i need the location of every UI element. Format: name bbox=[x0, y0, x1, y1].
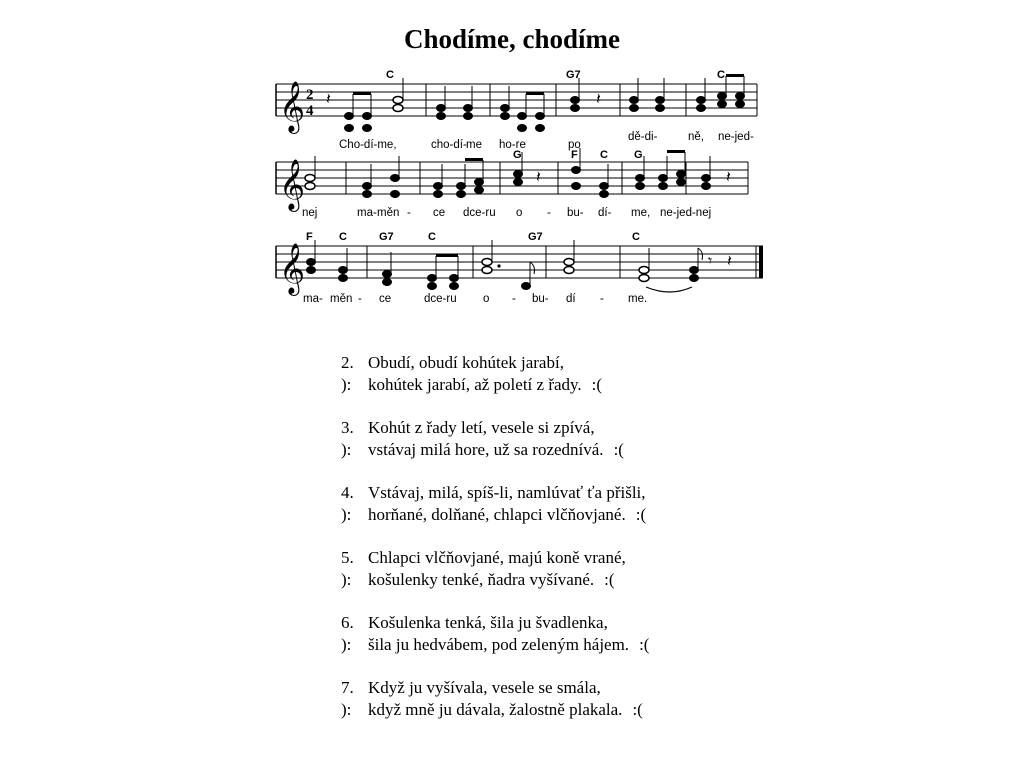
repeat-end-sign: :( bbox=[632, 700, 643, 719]
verse bbox=[341, 612, 649, 656]
lyric: bu- bbox=[567, 207, 584, 219]
lyric: Cho-dí-me, bbox=[339, 139, 397, 151]
lyric: ně, bbox=[688, 131, 704, 143]
repeat-start-sign: ): bbox=[341, 375, 352, 394]
chord: F bbox=[571, 149, 578, 161]
repeat-start-sign: ): bbox=[341, 440, 352, 459]
verse-line: Chlapci vlčňovjané, majú koně vrané, bbox=[368, 548, 626, 567]
chord: C bbox=[339, 231, 347, 243]
rest-icon: 𝄽 bbox=[536, 167, 541, 186]
staff-3 bbox=[276, 231, 763, 305]
lyric: dě-di- bbox=[628, 131, 658, 143]
treble-clef-icon: 𝄞 bbox=[279, 159, 306, 210]
verse bbox=[341, 547, 649, 591]
verse-line: když mně ju dávala, žalostně plakala. bbox=[368, 700, 623, 719]
chord: G bbox=[634, 149, 643, 161]
chord: C bbox=[600, 149, 608, 161]
repeat-end-sign: :( bbox=[639, 635, 650, 654]
chord: C bbox=[632, 231, 640, 243]
chord: G bbox=[513, 149, 522, 161]
verse-number: 4. bbox=[341, 483, 354, 502]
rest-icon: 𝄽 bbox=[326, 89, 331, 108]
verse bbox=[341, 482, 649, 526]
verse-line: Obudí, obudí kohútek jarabí, bbox=[368, 353, 564, 372]
lyric: ne-jed-nej bbox=[660, 207, 712, 219]
time-sig-top: 2 bbox=[306, 87, 314, 103]
repeat-end-sign: :( bbox=[613, 440, 624, 459]
music-score bbox=[0, 0, 1024, 330]
verse-number: 2. bbox=[341, 353, 354, 372]
time-sig-bottom: 4 bbox=[306, 103, 314, 119]
verse-line: košulenky tenké, ňadra vyšívané. bbox=[368, 570, 595, 589]
rest-icon: 𝄽 bbox=[596, 89, 601, 108]
verse-line: Košulenka tenká, šila ju švadlenka, bbox=[368, 613, 608, 632]
lyric: cho-dí- bbox=[431, 139, 467, 151]
lyric: ma- bbox=[357, 207, 377, 219]
lyric: bu- bbox=[532, 293, 549, 305]
lyric: - bbox=[600, 293, 604, 305]
chord: F bbox=[306, 231, 313, 243]
repeat-start-sign: ): bbox=[341, 700, 352, 719]
verse-number: 5. bbox=[341, 548, 354, 567]
lyric: me bbox=[466, 139, 482, 151]
repeat-end-sign: :( bbox=[604, 570, 615, 589]
lyric: dce-ru bbox=[424, 293, 457, 305]
rest-icon: 𝄽 bbox=[727, 251, 732, 270]
song-title: Chodíme, chodíme bbox=[404, 24, 620, 54]
lyric: ne-jed- bbox=[718, 131, 754, 143]
lyric: me, bbox=[631, 207, 651, 219]
verse bbox=[341, 352, 649, 396]
lyric: - bbox=[547, 207, 551, 219]
lyric: ma- bbox=[303, 293, 323, 305]
lyric: ce bbox=[433, 207, 446, 219]
repeat-start-sign: ): bbox=[341, 635, 352, 654]
verse bbox=[341, 677, 649, 721]
lyric: o bbox=[516, 207, 523, 219]
lyric: - bbox=[358, 293, 362, 305]
verse-line: kohútek jarabí, až poletí z řady. bbox=[368, 375, 582, 394]
lyric: dí- bbox=[598, 207, 612, 219]
lyric: nej bbox=[302, 207, 318, 219]
repeat-start-sign: ): bbox=[341, 570, 352, 589]
treble-clef-icon: 𝄞 bbox=[279, 243, 306, 294]
verse-line: šila ju hedvábem, pod zeleným hájem. bbox=[368, 635, 630, 654]
lyric: měn bbox=[330, 293, 353, 305]
lyric: - bbox=[407, 207, 411, 219]
staff-2 bbox=[276, 148, 748, 219]
verses bbox=[341, 352, 649, 742]
treble-clef-icon: 𝄞 bbox=[279, 81, 306, 132]
lyric: o bbox=[483, 293, 490, 305]
chord: G7 bbox=[528, 231, 543, 243]
verse-line: Kohút z řady letí, vesele si zpívá, bbox=[368, 418, 595, 437]
verse-line: Když ju vyšívala, vesele se smála, bbox=[368, 678, 601, 697]
verse-number: 7. bbox=[341, 678, 354, 697]
lyric: ce bbox=[379, 293, 392, 305]
verse-line: Vstávaj, milá, spíš-li, namlúvať ťa přišli, bbox=[368, 483, 646, 502]
repeat-end-sign: :( bbox=[591, 375, 603, 394]
chord: G7 bbox=[566, 69, 581, 81]
staff-1 bbox=[276, 69, 757, 151]
lyric: po bbox=[568, 139, 581, 151]
chord: C bbox=[386, 69, 394, 81]
lyric: dí bbox=[566, 293, 576, 305]
verse-number: 6. bbox=[341, 613, 354, 632]
repeat-end-sign: :( bbox=[635, 505, 647, 524]
chord: C bbox=[717, 69, 725, 81]
lyric: me. bbox=[628, 293, 648, 305]
verse bbox=[341, 417, 649, 461]
lyric: měn bbox=[377, 207, 400, 219]
verse-line: vstávaj milá hore, už sa rozednívá. bbox=[368, 440, 604, 459]
chord: G7 bbox=[379, 231, 394, 243]
lyric: ho-re bbox=[499, 139, 526, 151]
repeat-start-sign: ): bbox=[341, 505, 352, 524]
rest-icon: 𝄾 bbox=[708, 251, 713, 270]
rest-icon: 𝄽 bbox=[726, 167, 731, 186]
verse-number: 3. bbox=[341, 418, 354, 437]
verse-line: horňané, dolňané, chlapci vlčňovjané. bbox=[368, 505, 626, 524]
lyric: dce-ru bbox=[463, 207, 496, 219]
chord: C bbox=[428, 231, 436, 243]
lyric: - bbox=[512, 293, 516, 305]
